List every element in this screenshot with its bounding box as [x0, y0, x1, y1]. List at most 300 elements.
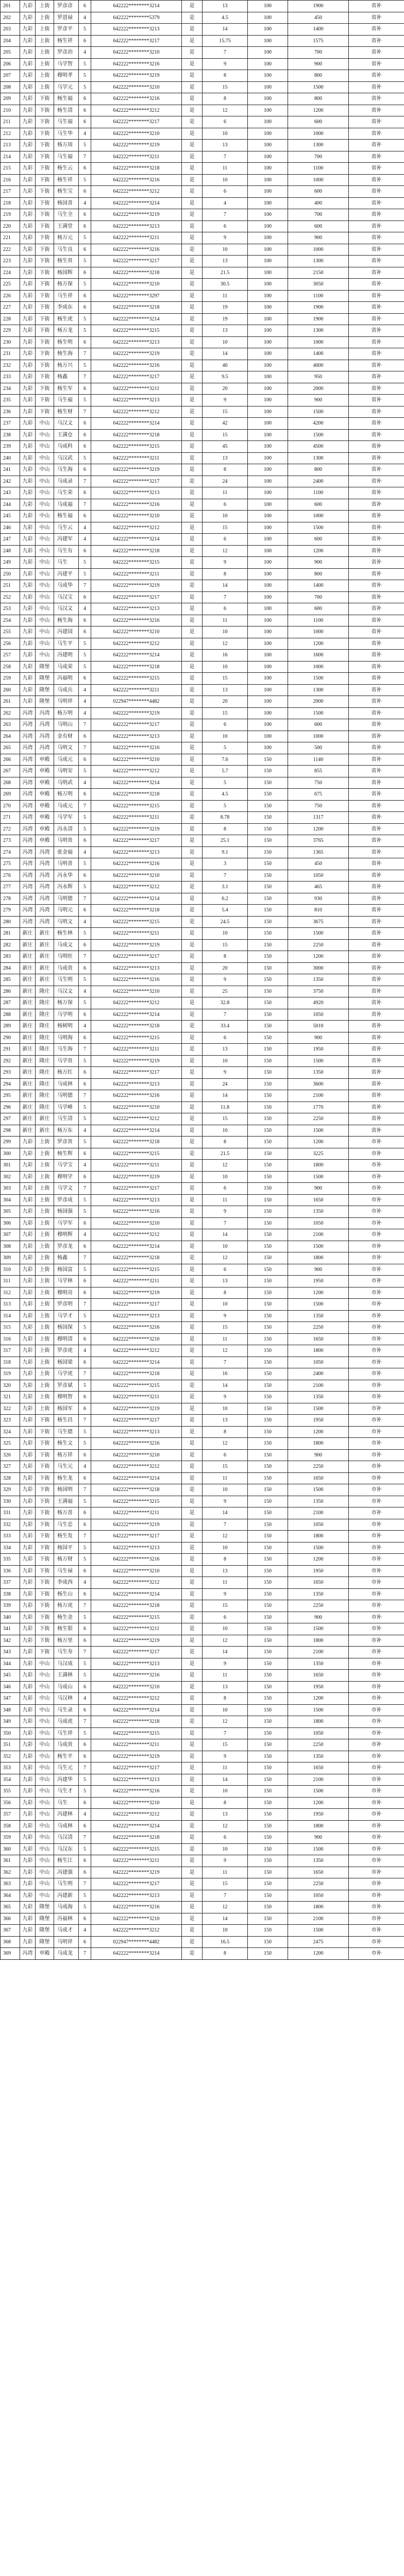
- row-number-cell: 224: [1, 267, 20, 279]
- household-head-cell: 冯永辉: [54, 882, 79, 893]
- household-head-cell: 杨生山: [54, 1588, 79, 1600]
- row-number-cell: 225: [1, 279, 20, 291]
- table-row: [1, 1032, 404, 1044]
- rate-cell: 150: [248, 1183, 288, 1195]
- fund-source-cell: 市补: [349, 1368, 404, 1380]
- area-cell: 6: [203, 1183, 248, 1195]
- rate-cell: 150: [248, 1623, 288, 1635]
- rate-cell: 150: [248, 1716, 288, 1728]
- is-registered-cell: 是: [182, 487, 203, 499]
- household-head-cell: 罗彦彦: [54, 1, 79, 12]
- amount-cell: 1050: [288, 1519, 349, 1531]
- family-size-cell: 5: [79, 1194, 91, 1206]
- village-cell: 九彩: [20, 360, 36, 371]
- rate-cell: 100: [248, 580, 288, 592]
- table-row: [1, 1276, 404, 1287]
- village-cell: 九彩: [20, 1751, 36, 1762]
- fund-source-cell: 省补: [349, 464, 404, 476]
- household-head-cell: 马生福: [54, 151, 79, 163]
- family-size-cell: 6: [79, 1797, 91, 1809]
- id-number-cell: 642222********3212: [91, 1577, 182, 1589]
- table-row: [1, 1217, 404, 1229]
- household-head-cell: 马明元: [54, 905, 79, 917]
- id-number-cell: 642222********3219: [91, 1171, 182, 1183]
- village-cell: 九彩: [20, 290, 36, 302]
- amount-cell: 1200: [288, 105, 349, 116]
- is-registered-cell: 是: [182, 1774, 203, 1786]
- village-cell: 冯湾: [20, 754, 36, 766]
- id-number-cell: 642222********3213: [91, 1774, 182, 1786]
- household-head-cell: 马汉东: [54, 1843, 79, 1855]
- village-cell: 九彩: [20, 1276, 36, 1287]
- table-row: [1, 12, 404, 24]
- is-registered-cell: 是: [182, 823, 203, 835]
- id-number-cell: 642222********3216: [91, 1786, 182, 1798]
- area-cell: 14: [203, 348, 248, 360]
- group-cell: 下街: [36, 128, 54, 140]
- is-registered-cell: 是: [182, 534, 203, 546]
- area-cell: 10: [203, 1125, 248, 1137]
- fund-source-cell: 省补: [349, 1090, 404, 1102]
- family-size-cell: 6: [79, 1276, 91, 1287]
- is-registered-cell: 是: [182, 1264, 203, 1276]
- village-cell: 九彩: [20, 244, 36, 256]
- row-number-cell: 313: [1, 1299, 20, 1311]
- family-size-cell: 4: [79, 707, 91, 719]
- household-head-cell: 金有财: [54, 731, 79, 742]
- id-number-cell: 642222********3214: [91, 1125, 182, 1137]
- family-size-cell: 5: [79, 997, 91, 1009]
- village-cell: 九彩: [20, 1531, 36, 1543]
- area-cell: 13: [203, 1681, 248, 1693]
- amount-cell: 1575: [288, 35, 349, 47]
- fund-source-cell: 省补: [349, 939, 404, 951]
- area-cell: 12: [203, 1438, 248, 1450]
- table-row: [1, 1113, 404, 1125]
- rate-cell: 150: [248, 1786, 288, 1798]
- fund-source-cell: 市补: [349, 1171, 404, 1183]
- row-number-cell: 251: [1, 580, 20, 592]
- rate-cell: 150: [248, 1137, 288, 1148]
- group-cell: 冯湾: [36, 846, 54, 858]
- row-number-cell: 299: [1, 1137, 20, 1148]
- id-number-cell: 642222********3210: [91, 986, 182, 997]
- fund-source-cell: 市补: [349, 1322, 404, 1334]
- table-row: [1, 661, 404, 673]
- family-size-cell: 7: [79, 1368, 91, 1380]
- area-cell: 15: [203, 406, 248, 418]
- row-number-cell: 202: [1, 12, 20, 24]
- table-row: [1, 534, 404, 546]
- is-registered-cell: 是: [182, 1, 203, 12]
- village-cell: 九彩: [20, 1368, 36, 1380]
- id-number-cell: 022947********4482: [91, 1936, 182, 1948]
- row-number-cell: 279: [1, 905, 20, 917]
- area-cell: 6: [203, 116, 248, 128]
- amount-cell: 2150: [288, 267, 349, 279]
- household-head-cell: 杨生福: [54, 511, 79, 522]
- is-registered-cell: 是: [182, 707, 203, 719]
- row-number-cell: 249: [1, 557, 20, 569]
- village-cell: 九彩: [20, 661, 36, 673]
- id-number-cell: 642222********3211: [91, 1044, 182, 1056]
- fund-source-cell: 省补: [349, 174, 404, 186]
- amount-cell: 1200: [288, 638, 349, 650]
- family-size-cell: 4: [79, 1125, 91, 1137]
- fund-source-cell: 省补: [349, 406, 404, 418]
- id-number-cell: 642222********3216: [91, 93, 182, 105]
- area-cell: 7: [203, 1519, 248, 1531]
- rate-cell: 150: [248, 1762, 288, 1774]
- row-number-cell: 250: [1, 568, 20, 580]
- fund-source-cell: 市补: [349, 1345, 404, 1357]
- rate-cell: 150: [248, 1392, 288, 1403]
- area-cell: 9: [203, 1588, 248, 1600]
- row-number-cell: 229: [1, 325, 20, 337]
- family-size-cell: 7: [79, 1716, 91, 1728]
- row-number-cell: 205: [1, 47, 20, 59]
- rate-cell: 100: [248, 116, 288, 128]
- amount-cell: 1000: [288, 174, 349, 186]
- id-number-cell: 642222********3213: [91, 221, 182, 232]
- rate-cell: 150: [248, 1438, 288, 1450]
- area-cell: 6: [203, 1032, 248, 1044]
- row-number-cell: 328: [1, 1472, 20, 1484]
- fund-source-cell: 市补: [349, 1484, 404, 1496]
- table-row: [1, 1333, 404, 1345]
- fund-source-cell: 省补: [349, 1032, 404, 1044]
- is-registered-cell: 是: [182, 1913, 203, 1925]
- id-number-cell: 642222********3213: [91, 336, 182, 348]
- id-number-cell: 642222********3216: [91, 974, 182, 986]
- table-row: [1, 1635, 404, 1647]
- table-row: [1, 244, 404, 256]
- village-cell: 九彩: [20, 650, 36, 662]
- village-cell: 新庄: [20, 1055, 36, 1067]
- amount-cell: 3675: [288, 916, 349, 928]
- household-head-cell: 马成荣: [54, 661, 79, 673]
- area-cell: 15: [203, 707, 248, 719]
- area-cell: 12: [203, 1345, 248, 1357]
- row-number-cell: 219: [1, 209, 20, 221]
- row-number-cell: 307: [1, 1229, 20, 1241]
- row-number-cell: 312: [1, 1287, 20, 1299]
- area-cell: 8: [203, 1554, 248, 1566]
- is-registered-cell: 是: [182, 1531, 203, 1543]
- is-registered-cell: 是: [182, 1681, 203, 1693]
- row-number-cell: 272: [1, 823, 20, 835]
- rate-cell: 100: [248, 742, 288, 754]
- family-size-cell: 5: [79, 1310, 91, 1322]
- family-size-cell: 4: [79, 522, 91, 534]
- area-cell: 13: [203, 684, 248, 696]
- fund-source-cell: 市补: [349, 1658, 404, 1670]
- area-cell: 14: [203, 580, 248, 592]
- fund-source-cell: 省补: [349, 731, 404, 742]
- family-size-cell: 5: [79, 140, 91, 151]
- household-head-cell: 马生福: [54, 116, 79, 128]
- row-number-cell: 298: [1, 1125, 20, 1137]
- group-cell: 申殿: [36, 777, 54, 789]
- rate-cell: 100: [248, 232, 288, 244]
- is-registered-cell: 是: [182, 336, 203, 348]
- group-cell: 隆庄: [36, 1032, 54, 1044]
- is-registered-cell: 是: [182, 1890, 203, 1902]
- row-number-cell: 222: [1, 244, 20, 256]
- amount-cell: 600: [288, 116, 349, 128]
- household-head-cell: 李成西: [54, 1577, 79, 1589]
- area-cell: 32.8: [203, 997, 248, 1009]
- group-cell: 上街: [36, 1229, 54, 1241]
- household-head-cell: 杨国梁: [54, 1357, 79, 1368]
- area-cell: 8: [203, 1797, 248, 1809]
- village-cell: 九彩: [20, 1832, 36, 1844]
- household-head-cell: 马成录: [54, 476, 79, 487]
- group-cell: 上街: [36, 1160, 54, 1172]
- is-registered-cell: 是: [182, 1809, 203, 1821]
- family-size-cell: 5: [79, 24, 91, 36]
- area-cell: 10: [203, 1484, 248, 1496]
- is-registered-cell: 是: [182, 302, 203, 314]
- id-number-cell: 642222********3219: [91, 1867, 182, 1878]
- fund-source-cell: 省补: [349, 163, 404, 175]
- family-size-cell: 6: [79, 1507, 91, 1519]
- household-head-cell: 冯福明: [54, 673, 79, 685]
- group-cell: 上街: [36, 1299, 54, 1311]
- rate-cell: 150: [248, 754, 288, 766]
- fund-source-cell: 市补: [349, 1878, 404, 1890]
- amount-cell: 800: [288, 70, 349, 82]
- row-number-cell: 317: [1, 1345, 20, 1357]
- household-head-cell: 马生有: [54, 545, 79, 557]
- village-cell: 九彩: [20, 1299, 36, 1311]
- table-row: [1, 1855, 404, 1867]
- amount-cell: 900: [288, 232, 349, 244]
- household-head-cell: 罗彦明: [54, 1299, 79, 1311]
- fund-source-cell: 省补: [349, 244, 404, 256]
- amount-cell: 1500: [288, 707, 349, 719]
- area-cell: 8: [203, 70, 248, 82]
- group-cell: 下街: [36, 1484, 54, 1496]
- area-cell: 7: [203, 1217, 248, 1229]
- table-row: [1, 1438, 404, 1450]
- household-head-cell: 马明海: [54, 1032, 79, 1044]
- area-cell: 20: [203, 696, 248, 708]
- amount-cell: 1350: [288, 1206, 349, 1218]
- area-cell: 7: [203, 1009, 248, 1021]
- table-row: [1, 1820, 404, 1832]
- row-number-cell: 305: [1, 1206, 20, 1218]
- rate-cell: 150: [248, 1635, 288, 1647]
- table-row: [1, 1809, 404, 1821]
- fund-source-cell: 省补: [349, 684, 404, 696]
- village-cell: 九彩: [20, 1217, 36, 1229]
- rate-cell: 150: [248, 1948, 288, 1960]
- group-cell: 上街: [36, 1357, 54, 1368]
- rate-cell: 150: [248, 1484, 288, 1496]
- village-cell: 九彩: [20, 313, 36, 325]
- village-cell: 九彩: [20, 1762, 36, 1774]
- area-cell: 13: [203, 452, 248, 464]
- household-head-cell: 马生禄: [54, 1565, 79, 1577]
- area-cell: 12: [203, 1716, 248, 1728]
- amount-cell: 1500: [288, 429, 349, 441]
- rate-cell: 150: [248, 1925, 288, 1937]
- row-number-cell: 242: [1, 476, 20, 487]
- group-cell: 上街: [36, 1264, 54, 1276]
- area-cell: 11: [203, 1762, 248, 1774]
- village-cell: 九彩: [20, 1670, 36, 1682]
- area-cell: 12: [203, 1531, 248, 1543]
- village-cell: 新庄: [20, 951, 36, 963]
- table-row: [1, 1403, 404, 1415]
- household-head-cell: 马学军: [54, 812, 79, 824]
- village-cell: 九彩: [20, 1322, 36, 1334]
- rate-cell: 150: [248, 1588, 288, 1600]
- table-row: [1, 1867, 404, 1878]
- fund-source-cell: 市补: [349, 1600, 404, 1612]
- area-cell: 9: [203, 1496, 248, 1507]
- fund-source-cell: 省补: [349, 313, 404, 325]
- group-cell: 中山: [36, 1693, 54, 1705]
- rate-cell: 150: [248, 1519, 288, 1531]
- area-cell: 11: [203, 615, 248, 626]
- group-cell: 下街: [36, 244, 54, 256]
- household-head-cell: 杨生文: [54, 1438, 79, 1450]
- table-row: [1, 870, 404, 882]
- amount-cell: 5010: [288, 1021, 349, 1032]
- village-cell: 九彩: [20, 35, 36, 47]
- rate-cell: 100: [248, 615, 288, 626]
- area-cell: 15: [203, 939, 248, 951]
- row-number-cell: 286: [1, 986, 20, 997]
- row-number-cell: 210: [1, 105, 20, 116]
- household-head-cell: 杨万保: [54, 997, 79, 1009]
- area-cell: 15: [203, 1878, 248, 1890]
- fund-source-cell: 市补: [349, 1287, 404, 1299]
- table-row: [1, 707, 404, 719]
- area-cell: 20: [203, 962, 248, 974]
- area-cell: 10: [203, 336, 248, 348]
- is-registered-cell: 是: [182, 766, 203, 777]
- is-registered-cell: 是: [182, 1113, 203, 1125]
- fund-source-cell: 省补: [349, 47, 404, 59]
- id-number-cell: 642222********3210: [91, 1101, 182, 1113]
- rate-cell: 150: [248, 1647, 288, 1658]
- amount-cell: 1500: [288, 1403, 349, 1415]
- household-head-cell: 杨万周: [54, 140, 79, 151]
- amount-cell: 2250: [288, 1461, 349, 1473]
- household-head-cell: 杨生辉: [54, 1148, 79, 1160]
- group-cell: 中山: [36, 568, 54, 580]
- row-number-cell: 314: [1, 1310, 20, 1322]
- amount-cell: 1350: [288, 1658, 349, 1670]
- amount-cell: 2100: [288, 1647, 349, 1658]
- fund-source-cell: 省补: [349, 707, 404, 719]
- fund-source-cell: 省补: [349, 545, 404, 557]
- rate-cell: 150: [248, 1867, 288, 1878]
- family-size-cell: 6: [79, 163, 91, 175]
- area-cell: 10: [203, 1623, 248, 1635]
- family-size-cell: 6: [79, 1588, 91, 1600]
- fund-source-cell: 省补: [349, 951, 404, 963]
- table-row: [1, 1148, 404, 1160]
- is-registered-cell: 是: [182, 174, 203, 186]
- rate-cell: 100: [248, 719, 288, 731]
- family-size-cell: 7: [79, 1600, 91, 1612]
- table-row: [1, 742, 404, 754]
- id-number-cell: 642222********3214: [91, 1009, 182, 1021]
- village-cell: 九彩: [20, 47, 36, 59]
- family-size-cell: 5: [79, 256, 91, 267]
- village-cell: 新庄: [20, 1125, 36, 1137]
- family-size-cell: 4: [79, 197, 91, 209]
- amount-cell: 900: [288, 395, 349, 406]
- table-row: [1, 1902, 404, 1913]
- amount-cell: 600: [288, 603, 349, 615]
- household-head-cell: 马生平: [54, 638, 79, 650]
- table-row: [1, 719, 404, 731]
- group-cell: 上街: [36, 1194, 54, 1206]
- group-cell: 冯湾: [36, 707, 54, 719]
- village-cell: 九彩: [20, 534, 36, 546]
- group-cell: 中山: [36, 1820, 54, 1832]
- fund-source-cell: 市补: [349, 1774, 404, 1786]
- is-registered-cell: 是: [182, 986, 203, 997]
- household-head-cell: 马成文: [54, 939, 79, 951]
- family-size-cell: 5: [79, 1322, 91, 1334]
- id-number-cell: 642222********3216: [91, 174, 182, 186]
- rate-cell: 100: [248, 24, 288, 36]
- table-row: [1, 557, 404, 569]
- table-row: [1, 1055, 404, 1067]
- village-cell: 新庄: [20, 1067, 36, 1079]
- village-cell: 九彩: [20, 1704, 36, 1716]
- family-size-cell: 6: [79, 1009, 91, 1021]
- group-cell: 中山: [36, 418, 54, 430]
- id-number-cell: 642222********3218: [91, 429, 182, 441]
- fund-source-cell: 省补: [349, 789, 404, 801]
- amount-cell: 1500: [288, 1125, 349, 1137]
- rate-cell: 100: [248, 70, 288, 82]
- rate-cell: 150: [248, 823, 288, 835]
- is-registered-cell: 是: [182, 105, 203, 116]
- rate-cell: 100: [248, 499, 288, 511]
- amount-cell: 1650: [288, 1670, 349, 1682]
- table-row: [1, 302, 404, 314]
- village-cell: 九彩: [20, 499, 36, 511]
- household-head-cell: 王满堂: [54, 221, 79, 232]
- household-head-cell: 马生云: [54, 522, 79, 534]
- rate-cell: 100: [248, 302, 288, 314]
- village-cell: 九彩: [20, 1415, 36, 1427]
- group-cell: 下街: [36, 1426, 54, 1438]
- fund-source-cell: 省补: [349, 534, 404, 546]
- is-registered-cell: 是: [182, 916, 203, 928]
- household-head-cell: 杨生财: [54, 406, 79, 418]
- row-number-cell: 237: [1, 418, 20, 430]
- is-registered-cell: 是: [182, 1194, 203, 1206]
- household-head-cell: 马明武: [54, 777, 79, 789]
- household-head-cell: 马生祥: [54, 290, 79, 302]
- area-cell: 33.4: [203, 1021, 248, 1032]
- fund-source-cell: 省补: [349, 290, 404, 302]
- row-number-cell: 352: [1, 1751, 20, 1762]
- row-number-cell: 354: [1, 1774, 20, 1786]
- amount-cell: 1800: [288, 1902, 349, 1913]
- amount-cell: 1365: [288, 846, 349, 858]
- row-number-cell: 325: [1, 1438, 20, 1450]
